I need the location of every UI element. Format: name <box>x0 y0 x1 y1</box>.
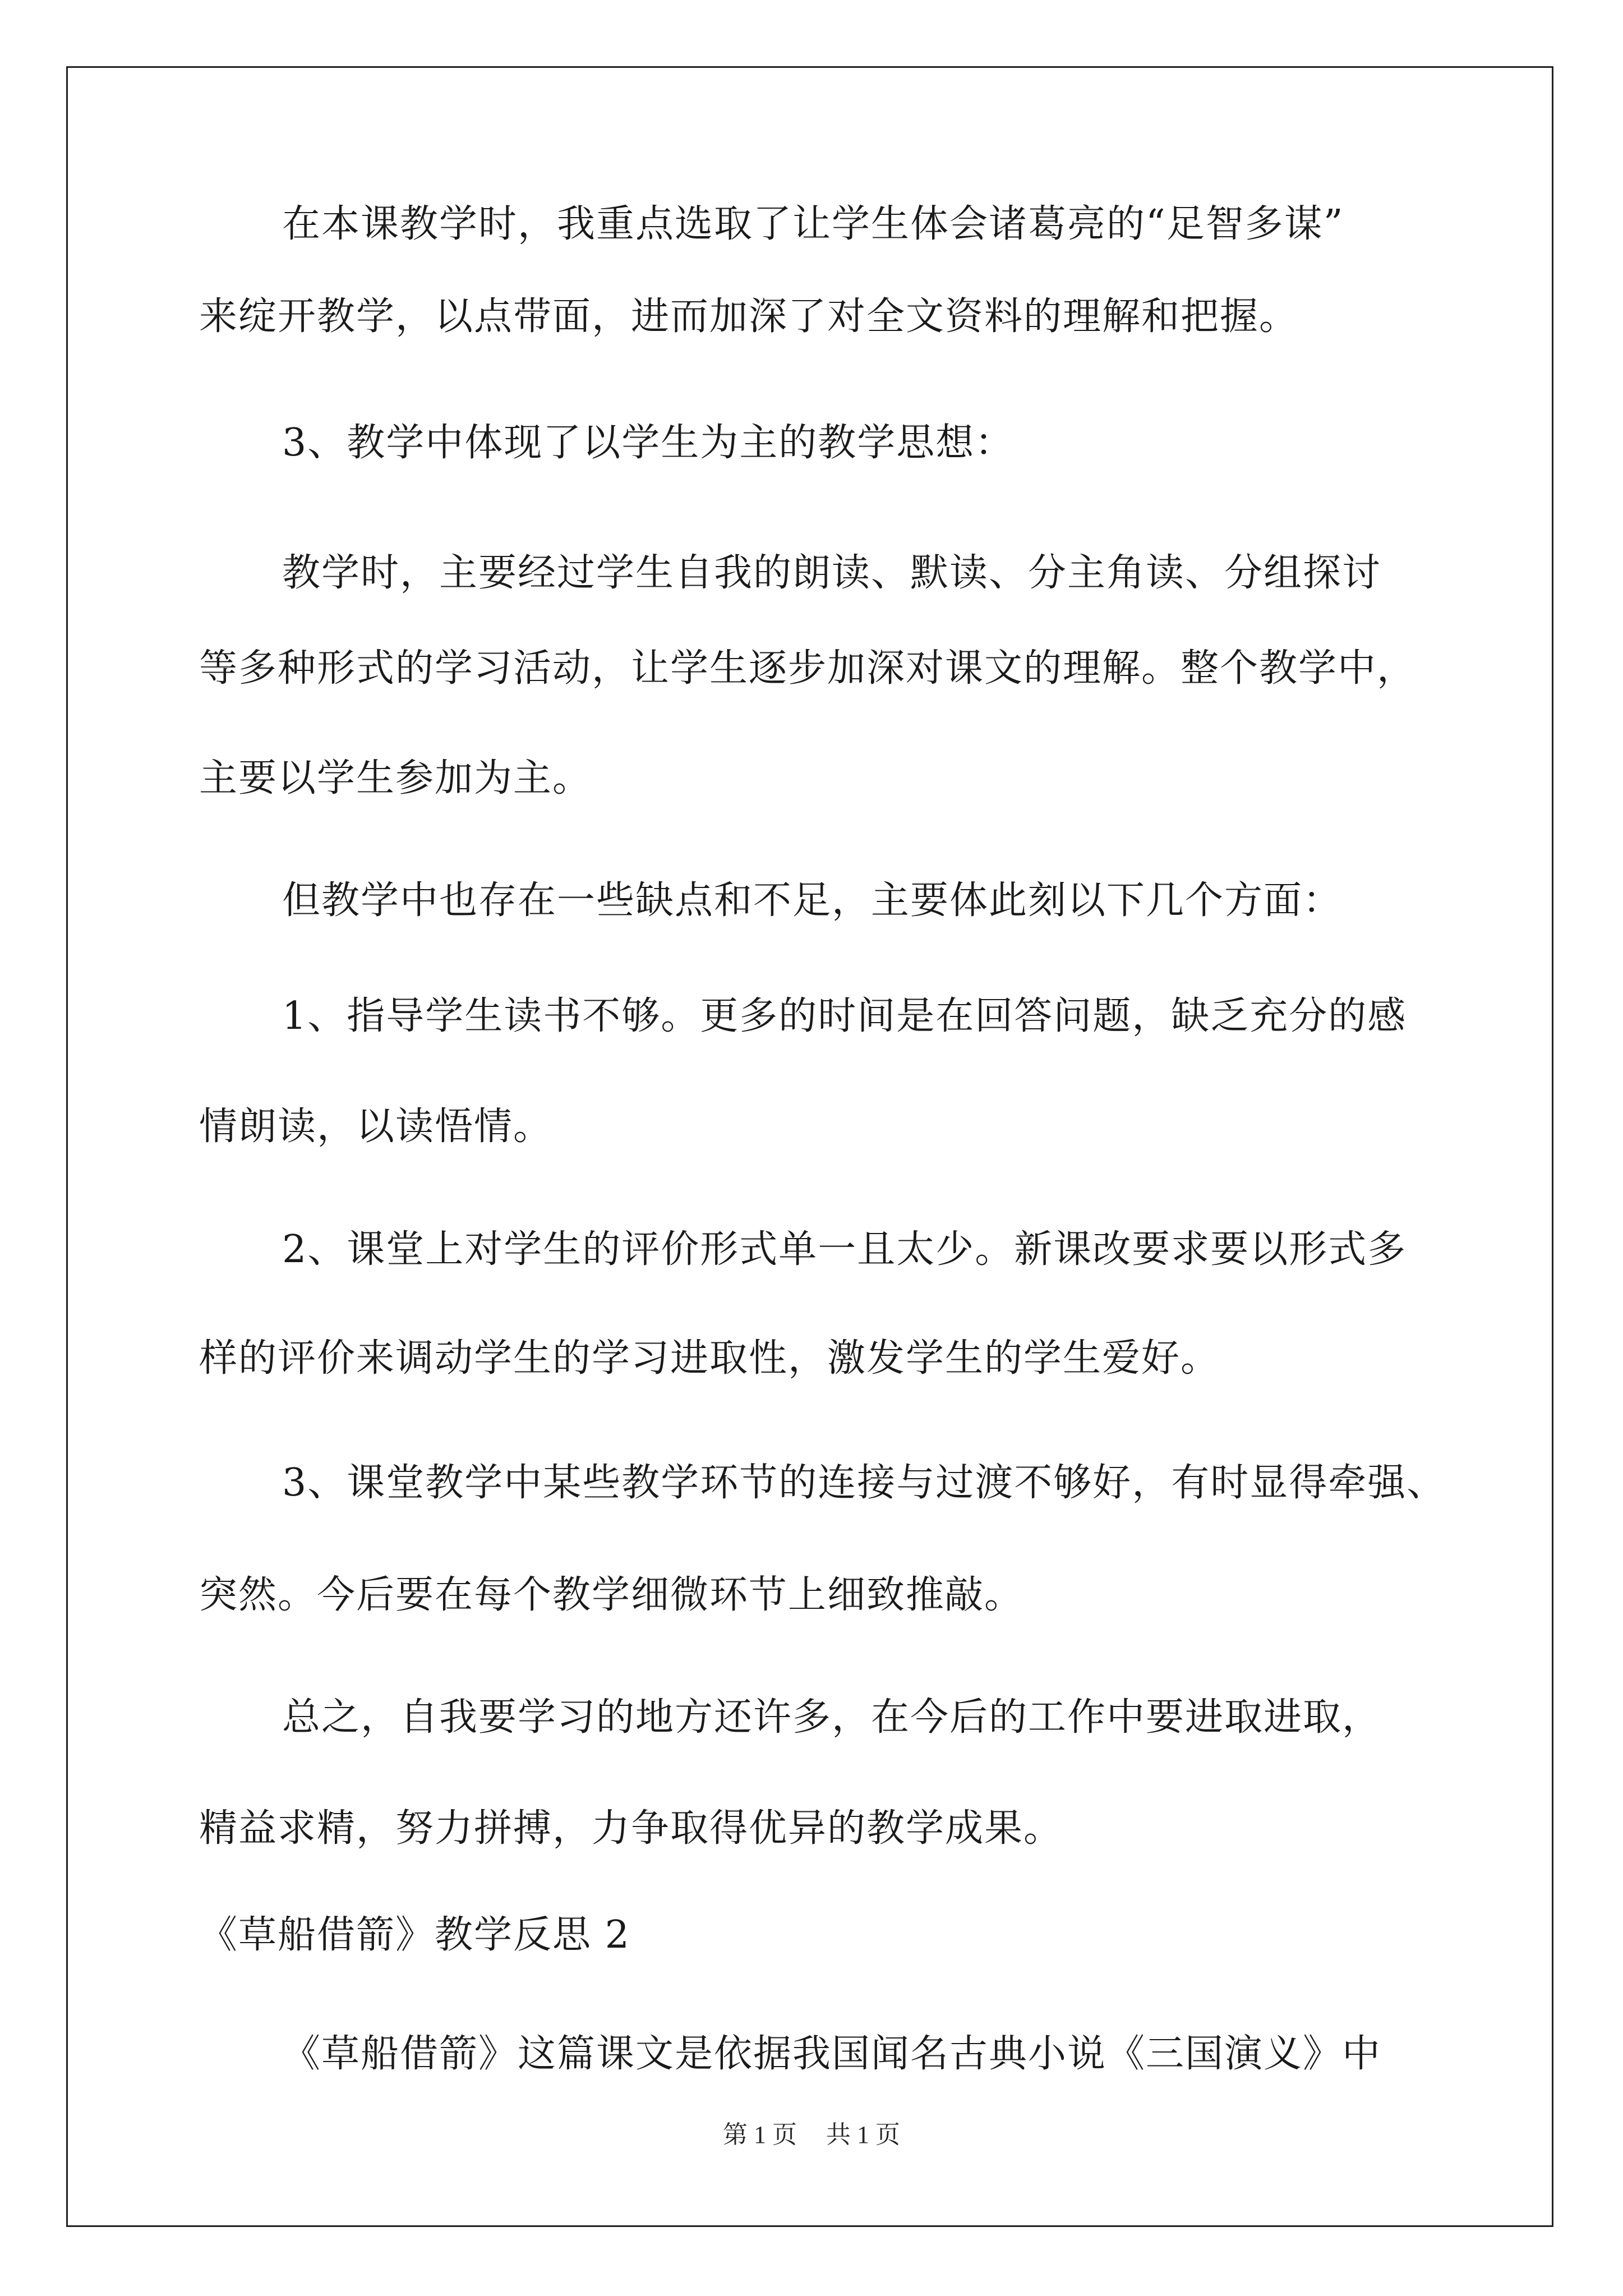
paragraph-line: 教学时，主要经过学生自我的朗读、默读、分主角读、分组探讨 <box>282 551 1382 595</box>
paragraph-line: 但教学中也存在一些缺点和不足，主要体此刻以下几个方面： <box>282 878 1343 923</box>
page-total: 共 1 页 <box>826 2121 900 2148</box>
paragraph-line: 精益求精，努力拼搏，力争取得优异的教学成果。 <box>199 1806 1063 1851</box>
paragraph-line: 1、指导学生读书不够。更多的时间是在回答问题，缺乏充分的感 <box>282 994 1407 1038</box>
paragraph-line: 情朗读，以读悟情。 <box>199 1105 553 1149</box>
section-heading: 《草船借箭》教学反思 2 <box>199 1913 630 1957</box>
page-footer <box>0 2119 1623 2151</box>
paragraph-line: 《草船借箭》这篇课文是依据我国闻名古典小说《三国演义》中 <box>282 2032 1382 2076</box>
paragraph-line: 等多种形式的学习活动，让学生逐步加深对课文的理解。整个教学中， <box>199 646 1417 691</box>
paragraph-line: 3、教学中体现了以学生为主的教学思想： <box>282 421 1015 465</box>
paragraph-line: 样的评价来调动学生的学习进取性，激发学生的学生爱好。 <box>199 1336 1220 1381</box>
paragraph-line: 3、课堂教学中某些教学环节的连接与过渡不够好，有时显得牵强、 <box>282 1461 1446 1505</box>
paragraph-line: 在本课教学时，我重点选取了让学生体会诸葛亮的“足智多谋” <box>282 202 1344 246</box>
page-number: 第 1 页 <box>723 2121 797 2148</box>
paragraph-line: 主要以学生参加为主。 <box>199 756 592 800</box>
paragraph-line: 来绽开教学，以点带面，进而加深了对全文资料的理解和把握。 <box>199 295 1299 339</box>
paragraph-line: 总之，自我要学习的地方还许多，在今后的工作中要进取进取， <box>282 1695 1382 1740</box>
paragraph-line: 2、课堂上对学生的评价形式单一且太少。新课改要求要以形式多 <box>282 1227 1407 1272</box>
paragraph-line: 突然。今后要在每个教学细微环节上细致推敲。 <box>199 1573 1024 1617</box>
